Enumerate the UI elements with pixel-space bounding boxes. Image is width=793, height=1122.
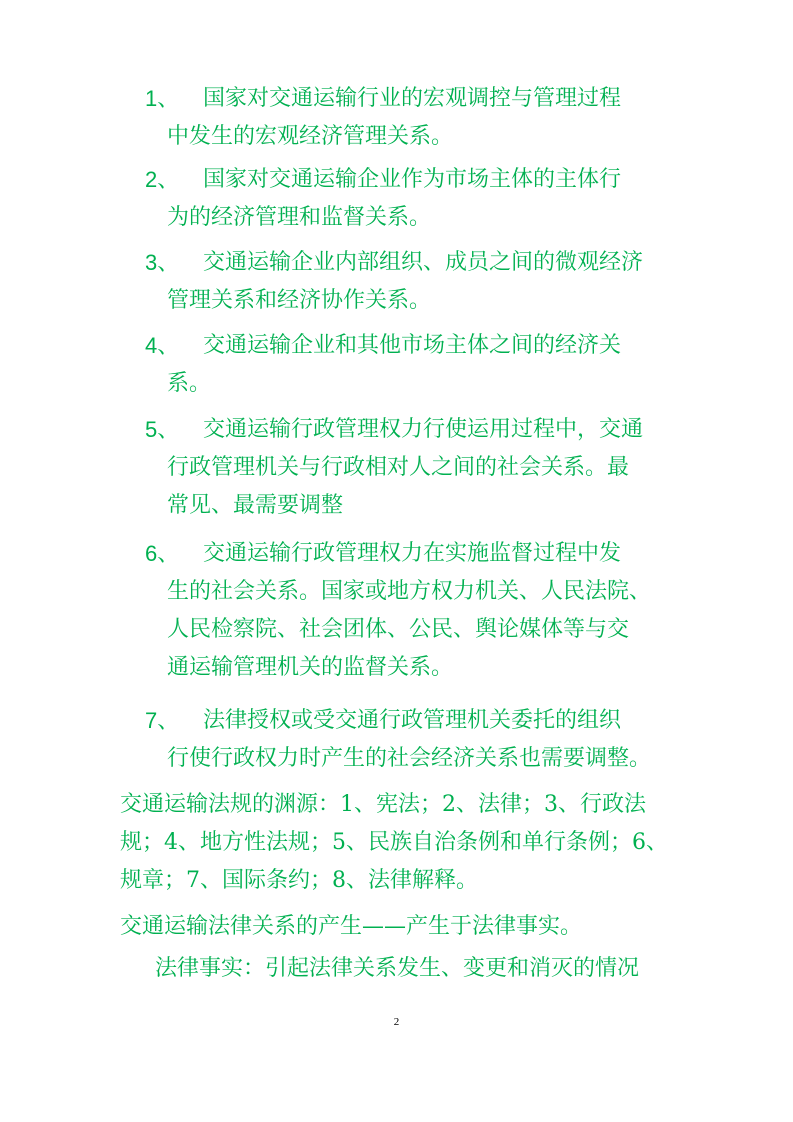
list-item-3 xyxy=(145,244,705,320)
list-text-line: 人民检察院、社会团体、公民、舆论媒体等与交 xyxy=(167,617,630,642)
list-text-line: 管理关系和经济协作关系。 xyxy=(167,288,432,313)
list-item-5 xyxy=(145,411,705,525)
list-item-6 xyxy=(145,535,705,687)
list-text-line: 行使行政权力时产生的社会经济关系也需要调整。 xyxy=(167,746,652,771)
paragraph-line: 交通运输法规的渊源：1、宪法；2、法律；3、行政法 xyxy=(120,792,646,817)
list-text-line: 交通运输企业和其他市场主体之间的经济关 xyxy=(203,333,622,358)
list-number: 3、 xyxy=(145,250,180,275)
list-number: 1、 xyxy=(145,86,180,111)
list-number: 5、 xyxy=(145,417,180,442)
list-number: 6、 xyxy=(145,541,180,566)
paragraph-line: 交通运输法律关系的产生——产生于法律事实。 xyxy=(120,914,583,939)
list-text-line: 通运输管理机关的监督关系。 xyxy=(167,655,454,680)
list-text-line: 国家对交通运输企业作为市场主体的主体行 xyxy=(203,167,622,192)
list-number: 2、 xyxy=(145,167,180,192)
legal-fact-paragraph xyxy=(120,950,720,988)
paragraph-line: 规章；7、国际条约；8、法律解释。 xyxy=(120,868,478,893)
list-item-2 xyxy=(145,161,705,237)
list-text-line: 交通运输行政管理权力在实施监督过程中发 xyxy=(203,541,622,566)
list-text-line: 行政管理机关与行政相对人之间的社会关系。最 xyxy=(167,455,630,480)
list-text-line: 系。 xyxy=(167,371,212,396)
list-text-line: 为的经济管理和监督关系。 xyxy=(167,205,432,230)
list-item-7 xyxy=(145,702,705,778)
list-text-line: 交通运输行政管理权力行使运用过程中，交通 xyxy=(203,417,644,442)
list-text-line: 法律授权或受交通行政管理机关委托的组织 xyxy=(203,708,622,733)
origin-paragraph xyxy=(120,908,720,946)
list-text-line: 常见、最需要调整 xyxy=(167,493,344,518)
list-number: 4、 xyxy=(145,333,180,358)
list-text-line: 国家对交通运输行业的宏观调控与管理过程 xyxy=(203,86,622,111)
list-text-line: 生的社会关系。国家或地方权力机关、人民法院、 xyxy=(167,579,652,604)
paragraph-line: 规；4、地方性法规；5、民族自治条例和单行条例；6、 xyxy=(120,830,668,855)
sources-paragraph xyxy=(120,786,720,900)
list-item-4 xyxy=(145,327,705,403)
list-text-line: 交通运输企业内部组织、成员之间的微观经济 xyxy=(203,250,644,275)
list-item-1 xyxy=(145,80,705,156)
list-text-line: 中发生的宏观经济管理关系。 xyxy=(167,124,454,149)
paragraph-line: 法律事实：引起法律关系发生、变更和消灭的情况 xyxy=(155,956,640,981)
page-number: 2 xyxy=(393,1016,400,1028)
list-number: 7、 xyxy=(145,708,180,733)
